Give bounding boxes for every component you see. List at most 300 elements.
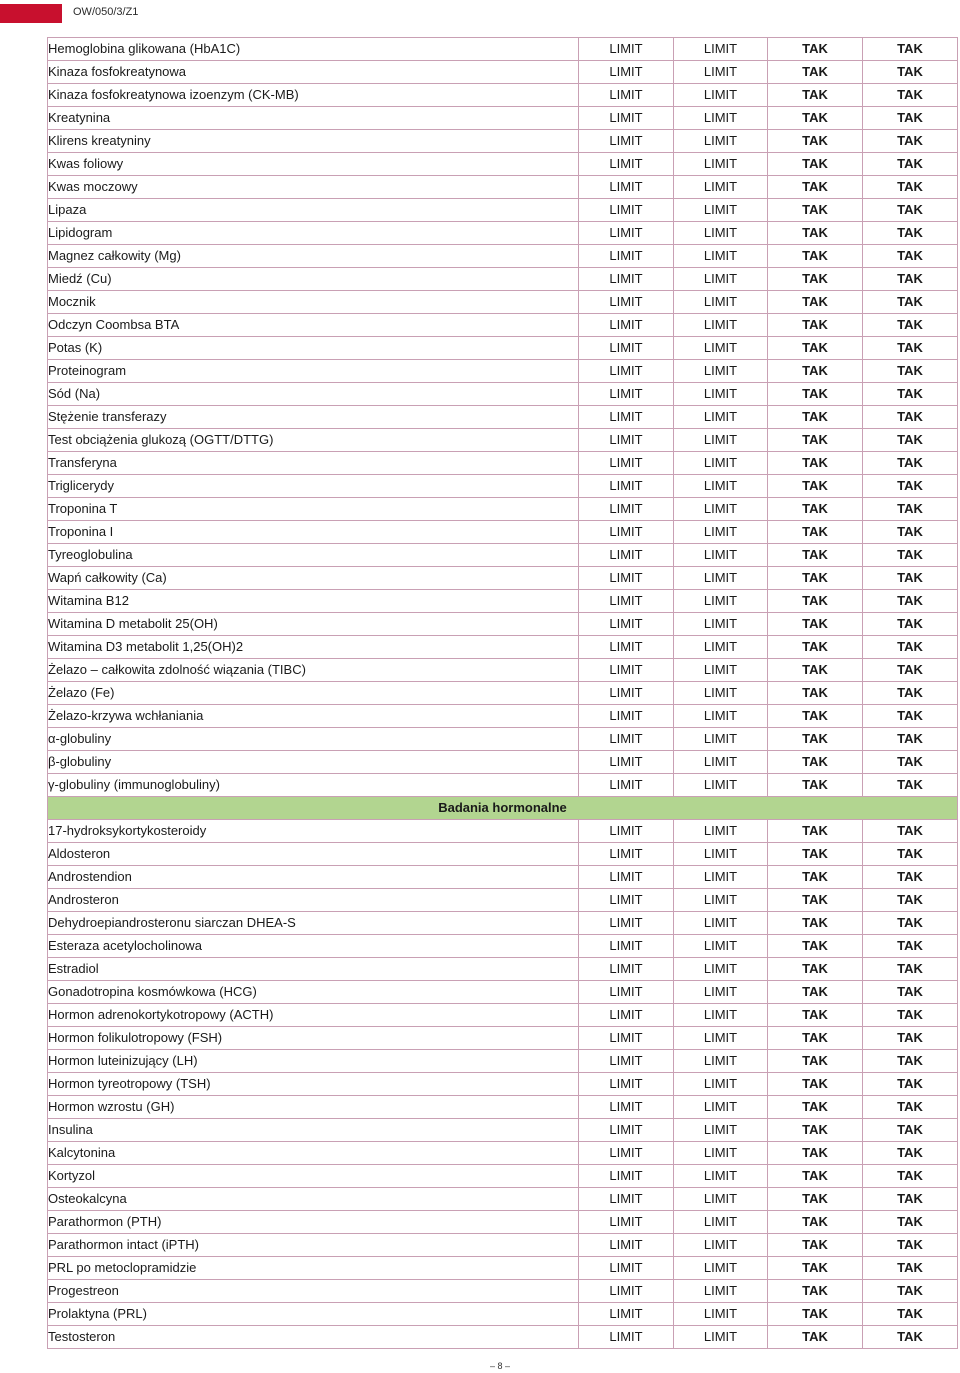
limit-cell: LIMIT bbox=[579, 337, 674, 360]
limit-cell: LIMIT bbox=[579, 590, 674, 613]
tak-cell: TAK bbox=[768, 337, 863, 360]
limit-cell: LIMIT bbox=[674, 61, 768, 84]
test-name-cell: Wapń całkowity (Ca) bbox=[48, 567, 579, 590]
limit-cell: LIMIT bbox=[579, 1119, 674, 1142]
test-name-cell: Insulina bbox=[48, 1119, 579, 1142]
limit-cell: LIMIT bbox=[579, 1073, 674, 1096]
test-name-cell: Triglicerydy bbox=[48, 475, 579, 498]
limit-cell: LIMIT bbox=[579, 705, 674, 728]
tak-cell: TAK bbox=[863, 912, 958, 935]
test-name-cell: Magnez całkowity (Mg) bbox=[48, 245, 579, 268]
tak-cell: TAK bbox=[863, 567, 958, 590]
table-row bbox=[48, 1280, 958, 1303]
limit-cell: LIMIT bbox=[674, 291, 768, 314]
limit-cell: LIMIT bbox=[579, 567, 674, 590]
tak-cell: TAK bbox=[863, 935, 958, 958]
limit-cell: LIMIT bbox=[579, 245, 674, 268]
tak-cell: TAK bbox=[768, 84, 863, 107]
test-name-cell: Żelazo – całkowita zdolność wiązania (TIBC) bbox=[48, 659, 579, 682]
test-name-cell: Dehydroepiandrosteronu siarczan DHEA-S bbox=[48, 912, 579, 935]
table-row bbox=[48, 176, 958, 199]
test-name-cell: Kwas moczowy bbox=[48, 176, 579, 199]
test-name-cell: Potas (K) bbox=[48, 337, 579, 360]
tak-cell: TAK bbox=[863, 107, 958, 130]
limit-cell: LIMIT bbox=[674, 1211, 768, 1234]
tak-cell: TAK bbox=[768, 1211, 863, 1234]
table-row bbox=[48, 498, 958, 521]
limit-cell: LIMIT bbox=[674, 1119, 768, 1142]
tak-cell: TAK bbox=[863, 751, 958, 774]
limit-cell: LIMIT bbox=[674, 774, 768, 797]
tak-cell: TAK bbox=[768, 567, 863, 590]
limit-cell: LIMIT bbox=[674, 1004, 768, 1027]
table-row bbox=[48, 1211, 958, 1234]
limit-cell: LIMIT bbox=[674, 935, 768, 958]
table-row bbox=[48, 314, 958, 337]
test-name-cell: Parathormon (PTH) bbox=[48, 1211, 579, 1234]
tak-cell: TAK bbox=[768, 889, 863, 912]
limit-cell: LIMIT bbox=[579, 981, 674, 1004]
limit-cell: LIMIT bbox=[674, 1165, 768, 1188]
table-row bbox=[48, 567, 958, 590]
limit-cell: LIMIT bbox=[579, 1303, 674, 1326]
table-row bbox=[48, 866, 958, 889]
limit-cell: LIMIT bbox=[579, 1165, 674, 1188]
tak-cell: TAK bbox=[863, 843, 958, 866]
test-name-cell: α-globuliny bbox=[48, 728, 579, 751]
tak-cell: TAK bbox=[768, 268, 863, 291]
tak-cell: TAK bbox=[863, 590, 958, 613]
limit-cell: LIMIT bbox=[579, 1027, 674, 1050]
tak-cell: TAK bbox=[768, 843, 863, 866]
limit-cell: LIMIT bbox=[579, 544, 674, 567]
table-row bbox=[48, 544, 958, 567]
test-name-cell: Stężenie transferazy bbox=[48, 406, 579, 429]
table-row bbox=[48, 1050, 958, 1073]
test-name-cell: Gonadotropina kosmówkowa (HCG) bbox=[48, 981, 579, 1004]
tak-cell: TAK bbox=[863, 774, 958, 797]
table-row bbox=[48, 222, 958, 245]
table-row bbox=[48, 820, 958, 843]
table-row bbox=[48, 590, 958, 613]
tak-cell: TAK bbox=[768, 866, 863, 889]
limit-cell: LIMIT bbox=[579, 314, 674, 337]
test-name-cell: Sód (Na) bbox=[48, 383, 579, 406]
table-row bbox=[48, 981, 958, 1004]
tak-cell: TAK bbox=[863, 705, 958, 728]
limit-cell: LIMIT bbox=[674, 636, 768, 659]
limit-cell: LIMIT bbox=[579, 935, 674, 958]
tak-cell: TAK bbox=[863, 475, 958, 498]
limit-cell: LIMIT bbox=[674, 521, 768, 544]
test-name-cell: Aldosteron bbox=[48, 843, 579, 866]
limit-cell: LIMIT bbox=[674, 222, 768, 245]
test-name-cell: Tyreoglobulina bbox=[48, 544, 579, 567]
limit-cell: LIMIT bbox=[579, 268, 674, 291]
tak-cell: TAK bbox=[768, 1004, 863, 1027]
test-name-cell: Hormon adrenokortykotropowy (ACTH) bbox=[48, 1004, 579, 1027]
test-name-cell: Hemoglobina glikowana (HbA1C) bbox=[48, 38, 579, 61]
tak-cell: TAK bbox=[863, 199, 958, 222]
tak-cell: TAK bbox=[863, 268, 958, 291]
limit-cell: LIMIT bbox=[674, 751, 768, 774]
table-row bbox=[48, 659, 958, 682]
limit-cell: LIMIT bbox=[674, 130, 768, 153]
test-name-cell: Kinaza fosfokreatynowa izoenzym (CK-MB) bbox=[48, 84, 579, 107]
tak-cell: TAK bbox=[863, 544, 958, 567]
tak-cell: TAK bbox=[768, 475, 863, 498]
test-name-cell: Żelazo-krzywa wchłaniania bbox=[48, 705, 579, 728]
limit-cell: LIMIT bbox=[674, 1234, 768, 1257]
limit-cell: LIMIT bbox=[579, 659, 674, 682]
test-name-cell: Lipidogram bbox=[48, 222, 579, 245]
table-row bbox=[48, 1257, 958, 1280]
limit-cell: LIMIT bbox=[579, 1050, 674, 1073]
tak-cell: TAK bbox=[768, 245, 863, 268]
tak-cell: TAK bbox=[768, 1303, 863, 1326]
section-title: Badania hormonalne bbox=[48, 797, 958, 820]
limit-cell: LIMIT bbox=[579, 751, 674, 774]
limit-cell: LIMIT bbox=[674, 38, 768, 61]
limit-cell: LIMIT bbox=[579, 199, 674, 222]
limit-cell: LIMIT bbox=[674, 843, 768, 866]
tak-cell: TAK bbox=[863, 222, 958, 245]
limit-cell: LIMIT bbox=[579, 774, 674, 797]
tak-cell: TAK bbox=[863, 429, 958, 452]
limit-cell: LIMIT bbox=[674, 1073, 768, 1096]
test-name-cell: Kreatynina bbox=[48, 107, 579, 130]
test-name-cell: Troponina I bbox=[48, 521, 579, 544]
table-row bbox=[48, 1004, 958, 1027]
tak-cell: TAK bbox=[863, 38, 958, 61]
section-header-row bbox=[48, 797, 958, 820]
table-row bbox=[48, 406, 958, 429]
table-row bbox=[48, 1165, 958, 1188]
limit-cell: LIMIT bbox=[674, 1050, 768, 1073]
tak-cell: TAK bbox=[863, 452, 958, 475]
tak-cell: TAK bbox=[863, 245, 958, 268]
test-name-cell: Estradiol bbox=[48, 958, 579, 981]
test-name-cell: Hormon luteinizujący (LH) bbox=[48, 1050, 579, 1073]
tak-cell: TAK bbox=[768, 935, 863, 958]
tak-cell: TAK bbox=[768, 590, 863, 613]
test-name-cell: Androstendion bbox=[48, 866, 579, 889]
limit-cell: LIMIT bbox=[579, 130, 674, 153]
limit-cell: LIMIT bbox=[674, 383, 768, 406]
test-name-cell: Androsteron bbox=[48, 889, 579, 912]
tak-cell: TAK bbox=[768, 774, 863, 797]
tak-cell: TAK bbox=[768, 153, 863, 176]
limit-cell: LIMIT bbox=[579, 429, 674, 452]
table-row bbox=[48, 705, 958, 728]
tak-cell: TAK bbox=[768, 820, 863, 843]
limit-cell: LIMIT bbox=[579, 820, 674, 843]
table-row bbox=[48, 429, 958, 452]
limit-cell: LIMIT bbox=[579, 1188, 674, 1211]
tak-cell: TAK bbox=[768, 981, 863, 1004]
page-number: – 8 – bbox=[489, 1361, 511, 1371]
table-row bbox=[48, 1188, 958, 1211]
tak-cell: TAK bbox=[863, 130, 958, 153]
tak-cell: TAK bbox=[768, 1119, 863, 1142]
tak-cell: TAK bbox=[768, 291, 863, 314]
test-name-cell: Proteinogram bbox=[48, 360, 579, 383]
tak-cell: TAK bbox=[863, 1326, 958, 1349]
test-name-cell: Mocznik bbox=[48, 291, 579, 314]
tak-cell: TAK bbox=[768, 452, 863, 475]
tak-cell: TAK bbox=[863, 866, 958, 889]
limit-cell: LIMIT bbox=[674, 1142, 768, 1165]
limit-cell: LIMIT bbox=[674, 567, 768, 590]
tak-cell: TAK bbox=[863, 1027, 958, 1050]
tak-cell: TAK bbox=[768, 1096, 863, 1119]
limit-cell: LIMIT bbox=[579, 843, 674, 866]
tak-cell: TAK bbox=[768, 199, 863, 222]
table-row bbox=[48, 613, 958, 636]
tak-cell: TAK bbox=[863, 1234, 958, 1257]
table-row bbox=[48, 774, 958, 797]
tak-cell: TAK bbox=[768, 958, 863, 981]
limit-cell: LIMIT bbox=[579, 1211, 674, 1234]
limit-cell: LIMIT bbox=[579, 521, 674, 544]
tak-cell: TAK bbox=[768, 636, 863, 659]
limit-cell: LIMIT bbox=[579, 866, 674, 889]
test-name-cell: Witamina D3 metabolit 1,25(OH)2 bbox=[48, 636, 579, 659]
header-accent-bar bbox=[0, 4, 62, 23]
table-row bbox=[48, 475, 958, 498]
tak-cell: TAK bbox=[768, 1050, 863, 1073]
tak-cell: TAK bbox=[768, 659, 863, 682]
table-row bbox=[48, 291, 958, 314]
tak-cell: TAK bbox=[863, 1050, 958, 1073]
test-name-cell: Witamina D metabolit 25(OH) bbox=[48, 613, 579, 636]
limit-cell: LIMIT bbox=[579, 1326, 674, 1349]
test-name-cell: Miedź (Cu) bbox=[48, 268, 579, 291]
limit-cell: LIMIT bbox=[674, 314, 768, 337]
tak-cell: TAK bbox=[768, 682, 863, 705]
test-name-cell: Kwas foliowy bbox=[48, 153, 579, 176]
tak-cell: TAK bbox=[768, 912, 863, 935]
tak-cell: TAK bbox=[863, 728, 958, 751]
limit-cell: LIMIT bbox=[579, 1096, 674, 1119]
table-row bbox=[48, 61, 958, 84]
test-name-cell: Żelazo (Fe) bbox=[48, 682, 579, 705]
limit-cell: LIMIT bbox=[674, 820, 768, 843]
tak-cell: TAK bbox=[768, 222, 863, 245]
tak-cell: TAK bbox=[863, 314, 958, 337]
test-name-cell: Klirens kreatyniny bbox=[48, 130, 579, 153]
tak-cell: TAK bbox=[863, 1073, 958, 1096]
tak-cell: TAK bbox=[768, 498, 863, 521]
table-row bbox=[48, 452, 958, 475]
tak-cell: TAK bbox=[768, 314, 863, 337]
test-name-cell: Test obciążenia glukozą (OGTT/DTTG) bbox=[48, 429, 579, 452]
limit-cell: LIMIT bbox=[674, 1303, 768, 1326]
table-row bbox=[48, 107, 958, 130]
limit-cell: LIMIT bbox=[579, 1004, 674, 1027]
tak-cell: TAK bbox=[863, 1188, 958, 1211]
limit-cell: LIMIT bbox=[579, 475, 674, 498]
tak-cell: TAK bbox=[768, 107, 863, 130]
limit-cell: LIMIT bbox=[674, 705, 768, 728]
limit-cell: LIMIT bbox=[579, 291, 674, 314]
table-row bbox=[48, 636, 958, 659]
test-coverage-table bbox=[47, 37, 958, 1349]
tak-cell: TAK bbox=[863, 337, 958, 360]
limit-cell: LIMIT bbox=[579, 61, 674, 84]
table-row bbox=[48, 130, 958, 153]
table-row bbox=[48, 1234, 958, 1257]
table-body bbox=[48, 38, 958, 1349]
table-row bbox=[48, 383, 958, 406]
test-name-cell: Kinaza fosfokreatynowa bbox=[48, 61, 579, 84]
tak-cell: TAK bbox=[863, 1257, 958, 1280]
test-name-cell: Kalcytonina bbox=[48, 1142, 579, 1165]
table-row bbox=[48, 889, 958, 912]
tak-cell: TAK bbox=[863, 1142, 958, 1165]
tak-cell: TAK bbox=[768, 360, 863, 383]
limit-cell: LIMIT bbox=[674, 176, 768, 199]
table-row bbox=[48, 935, 958, 958]
test-name-cell: Testosteron bbox=[48, 1326, 579, 1349]
limit-cell: LIMIT bbox=[579, 498, 674, 521]
table-row bbox=[48, 1096, 958, 1119]
tak-cell: TAK bbox=[768, 429, 863, 452]
tak-cell: TAK bbox=[863, 1096, 958, 1119]
tak-cell: TAK bbox=[863, 521, 958, 544]
tak-cell: TAK bbox=[768, 38, 863, 61]
tak-cell: TAK bbox=[768, 1142, 863, 1165]
tak-cell: TAK bbox=[863, 820, 958, 843]
limit-cell: LIMIT bbox=[674, 268, 768, 291]
table-row bbox=[48, 1119, 958, 1142]
limit-cell: LIMIT bbox=[674, 728, 768, 751]
test-name-cell: 17-hydroksykortykosteroidy bbox=[48, 820, 579, 843]
tak-cell: TAK bbox=[768, 613, 863, 636]
limit-cell: LIMIT bbox=[674, 889, 768, 912]
test-name-cell: γ-globuliny (immunoglobuliny) bbox=[48, 774, 579, 797]
tak-cell: TAK bbox=[768, 705, 863, 728]
test-name-cell: Progestreon bbox=[48, 1280, 579, 1303]
test-name-cell: β-globuliny bbox=[48, 751, 579, 774]
table-row bbox=[48, 153, 958, 176]
tak-cell: TAK bbox=[863, 1119, 958, 1142]
test-name-cell: Prolaktyna (PRL) bbox=[48, 1303, 579, 1326]
limit-cell: LIMIT bbox=[579, 406, 674, 429]
limit-cell: LIMIT bbox=[674, 498, 768, 521]
table-row bbox=[48, 1027, 958, 1050]
test-name-cell: Osteokalcyna bbox=[48, 1188, 579, 1211]
limit-cell: LIMIT bbox=[674, 1096, 768, 1119]
tak-cell: TAK bbox=[768, 176, 863, 199]
test-name-cell: Transferyna bbox=[48, 452, 579, 475]
tak-cell: TAK bbox=[863, 153, 958, 176]
limit-cell: LIMIT bbox=[674, 613, 768, 636]
limit-cell: LIMIT bbox=[579, 912, 674, 935]
limit-cell: LIMIT bbox=[579, 613, 674, 636]
limit-cell: LIMIT bbox=[579, 1280, 674, 1303]
table-row bbox=[48, 958, 958, 981]
table-row bbox=[48, 1142, 958, 1165]
limit-cell: LIMIT bbox=[579, 107, 674, 130]
limit-cell: LIMIT bbox=[674, 1280, 768, 1303]
tak-cell: TAK bbox=[863, 636, 958, 659]
tak-cell: TAK bbox=[863, 659, 958, 682]
limit-cell: LIMIT bbox=[579, 222, 674, 245]
limit-cell: LIMIT bbox=[674, 1257, 768, 1280]
limit-cell: LIMIT bbox=[674, 1027, 768, 1050]
tak-cell: TAK bbox=[863, 383, 958, 406]
limit-cell: LIMIT bbox=[674, 452, 768, 475]
test-name-cell: Troponina T bbox=[48, 498, 579, 521]
tak-cell: TAK bbox=[863, 1004, 958, 1027]
tak-cell: TAK bbox=[863, 84, 958, 107]
test-name-cell: Hormon tyreotropowy (TSH) bbox=[48, 1073, 579, 1096]
limit-cell: LIMIT bbox=[579, 958, 674, 981]
limit-cell: LIMIT bbox=[579, 383, 674, 406]
tak-cell: TAK bbox=[768, 130, 863, 153]
tak-cell: TAK bbox=[768, 521, 863, 544]
tak-cell: TAK bbox=[768, 1257, 863, 1280]
tak-cell: TAK bbox=[863, 406, 958, 429]
limit-cell: LIMIT bbox=[579, 636, 674, 659]
tak-cell: TAK bbox=[768, 1326, 863, 1349]
test-name-cell: Lipaza bbox=[48, 199, 579, 222]
table-row bbox=[48, 199, 958, 222]
test-name-cell: PRL po metoclopramidzie bbox=[48, 1257, 579, 1280]
table-row bbox=[48, 1326, 958, 1349]
limit-cell: LIMIT bbox=[674, 590, 768, 613]
test-name-cell: Odczyn Coombsa BTA bbox=[48, 314, 579, 337]
limit-cell: LIMIT bbox=[674, 866, 768, 889]
tak-cell: TAK bbox=[863, 360, 958, 383]
limit-cell: LIMIT bbox=[674, 659, 768, 682]
limit-cell: LIMIT bbox=[674, 544, 768, 567]
tak-cell: TAK bbox=[863, 1280, 958, 1303]
tak-cell: TAK bbox=[863, 498, 958, 521]
tak-cell: TAK bbox=[863, 889, 958, 912]
tak-cell: TAK bbox=[863, 61, 958, 84]
tak-cell: TAK bbox=[768, 728, 863, 751]
table-row bbox=[48, 360, 958, 383]
limit-cell: LIMIT bbox=[674, 406, 768, 429]
table-row bbox=[48, 912, 958, 935]
test-name-cell: Hormon folikulotropowy (FSH) bbox=[48, 1027, 579, 1050]
limit-cell: LIMIT bbox=[674, 153, 768, 176]
tak-cell: TAK bbox=[863, 981, 958, 1004]
limit-cell: LIMIT bbox=[674, 245, 768, 268]
limit-cell: LIMIT bbox=[579, 153, 674, 176]
tak-cell: TAK bbox=[768, 406, 863, 429]
tak-cell: TAK bbox=[768, 1234, 863, 1257]
limit-cell: LIMIT bbox=[674, 981, 768, 1004]
tak-cell: TAK bbox=[768, 1165, 863, 1188]
table-row bbox=[48, 268, 958, 291]
table-row bbox=[48, 84, 958, 107]
limit-cell: LIMIT bbox=[674, 1188, 768, 1211]
test-name-cell: Esteraza acetylocholinowa bbox=[48, 935, 579, 958]
table-row bbox=[48, 1303, 958, 1326]
tak-cell: TAK bbox=[863, 1303, 958, 1326]
table-row bbox=[48, 38, 958, 61]
limit-cell: LIMIT bbox=[579, 176, 674, 199]
tak-cell: TAK bbox=[863, 958, 958, 981]
tak-cell: TAK bbox=[863, 1211, 958, 1234]
tak-cell: TAK bbox=[768, 544, 863, 567]
tak-cell: TAK bbox=[768, 1027, 863, 1050]
limit-cell: LIMIT bbox=[674, 107, 768, 130]
table-row bbox=[48, 682, 958, 705]
